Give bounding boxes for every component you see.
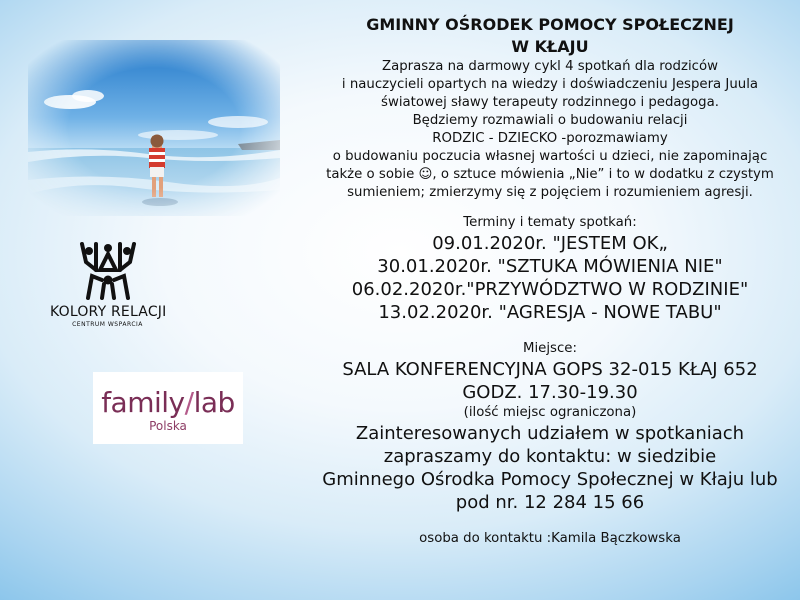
family-figures-icon bbox=[72, 240, 144, 302]
child-on-beach-photo bbox=[28, 40, 280, 216]
contact-person: osoba do kontaktu :Kamila Bączkowska bbox=[419, 531, 681, 546]
page-title-line1: GMINNY OŚRODEK POMOCY SPOŁECZNEJ bbox=[366, 15, 734, 34]
familylab-slash: / bbox=[184, 386, 194, 419]
venue-time: GODZ. 17.30-19.30 bbox=[462, 382, 638, 403]
venue-heading: Miejsce: bbox=[523, 341, 577, 356]
intro-line: Będziemy rozmawiali o budowaniu relacji bbox=[412, 113, 688, 128]
intro-line: Zaprasza na darmowy cykl 4 spotkań dla rodziców bbox=[381, 59, 718, 74]
intro-line: także o sobie ☺, o sztuce mówienia „Nie” i to w dodatku z czystym bbox=[326, 167, 774, 182]
familylab-logo bbox=[93, 372, 243, 444]
page-title-line2: W KŁAJU bbox=[511, 37, 589, 56]
contact-line: Zainteresowanych udziałem w spotkaniach bbox=[355, 423, 745, 444]
intro-line: o budowaniu poczucia własnej wartości u dzieci, nie zapominając bbox=[332, 149, 768, 164]
schedule-heading: Terminy i tematy spotkań: bbox=[463, 215, 637, 230]
announcement-text bbox=[290, 14, 800, 548]
schedule-item: 30.01.2020r. "SZTUKA MÓWIENIA NIE" bbox=[377, 256, 723, 277]
schedule-item: 13.02.2020r. "AGRESJA - NOWE TABU" bbox=[378, 302, 722, 323]
contact-line: Gminnego Ośrodka Pomocy Społecznej w Kłaju lub bbox=[322, 469, 778, 490]
intro-line: sumieniem; zmierzymy się z pojęciem i rozumieniem agresji. bbox=[347, 185, 753, 200]
familylab-country: Polska bbox=[149, 419, 187, 433]
familylab-word-lab: lab bbox=[193, 386, 235, 419]
schedule-item: 09.01.2020r. "JESTEM OK„ bbox=[432, 233, 668, 254]
contact-line: zapraszamy do kontaktu: w siedzibie bbox=[383, 446, 717, 467]
intro-line: i nauczycieli opartych na wiedzy i doświadczeniu Jespera Juula bbox=[341, 77, 759, 92]
schedule-item: 06.02.2020r."PRZYWÓDZTWO W RODZINIE" bbox=[351, 279, 749, 300]
kolory-relacji-logo bbox=[50, 240, 165, 340]
intro-line: światowej sławy terapeuty rodzinnego i pedagoga. bbox=[381, 95, 719, 110]
kolory-relacji-name: KOLORY RELACJI bbox=[50, 304, 167, 320]
venue-place: SALA KONFERENCYJNA GOPS 32-015 KŁAJ 652 bbox=[342, 359, 758, 380]
intro-line: RODZIC - DZIECKO -porozmawiamy bbox=[432, 131, 668, 146]
contact-phone: pod nr. 12 284 15 66 bbox=[455, 492, 645, 513]
venue-note: (ilość miejsc ograniczona) bbox=[463, 405, 637, 420]
kolory-relacji-subtitle: CENTRUM WSPARCIA bbox=[72, 321, 143, 328]
familylab-word-family: family bbox=[101, 386, 185, 419]
familylab-wordmark bbox=[93, 386, 243, 419]
